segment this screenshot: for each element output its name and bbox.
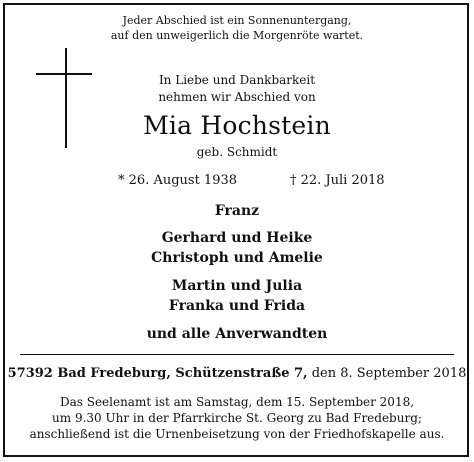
intro-line-1: In Liebe und Dankbarkeit — [158, 73, 316, 87]
motto-line-1: Jeder Abschied ist ein Sonnenuntergang, — [122, 14, 352, 27]
mourner-line: und alle Anverwandten — [146, 326, 328, 342]
mourner-line: Martin und Julia — [171, 278, 303, 294]
motto-line-2: auf den unweigerlich die Morgenröte wartet. — [110, 29, 364, 42]
deceased-name: Mia Hochstein — [143, 111, 331, 140]
notice-line-2: um 9.30 Uhr in der Pfarrkirche St. Georg zu Bad Fredeburg; — [52, 411, 422, 425]
mourner-line: Franz — [214, 203, 260, 219]
notice-line-3: anschließend ist die Urnenbeisetzung von der Friedhofskapelle aus. — [29, 427, 445, 441]
mourner-line: Franka und Frida — [168, 298, 306, 314]
mourner-line: Christoph und Amelie — [151, 250, 323, 266]
address-date: den 8. September 2018 — [307, 366, 467, 381]
notice-line-1: Das Seelenamt ist am Samstag, dem 15. September 2018, — [59, 395, 415, 409]
death-date: † 22. Juli 2018 — [290, 173, 385, 188]
address-line — [0, 366, 474, 381]
address-place: 57392 Bad Fredeburg, Schützenstraße 7, — [7, 366, 308, 381]
divider-rule — [20, 354, 454, 355]
intro-line-2: nehmen wir Abschied von — [158, 90, 316, 104]
birth-date: * 26. August 1938 — [118, 173, 238, 188]
maiden-name: geb. Schmidt — [196, 145, 278, 159]
mourner-line: Gerhard und Heike — [161, 230, 313, 246]
